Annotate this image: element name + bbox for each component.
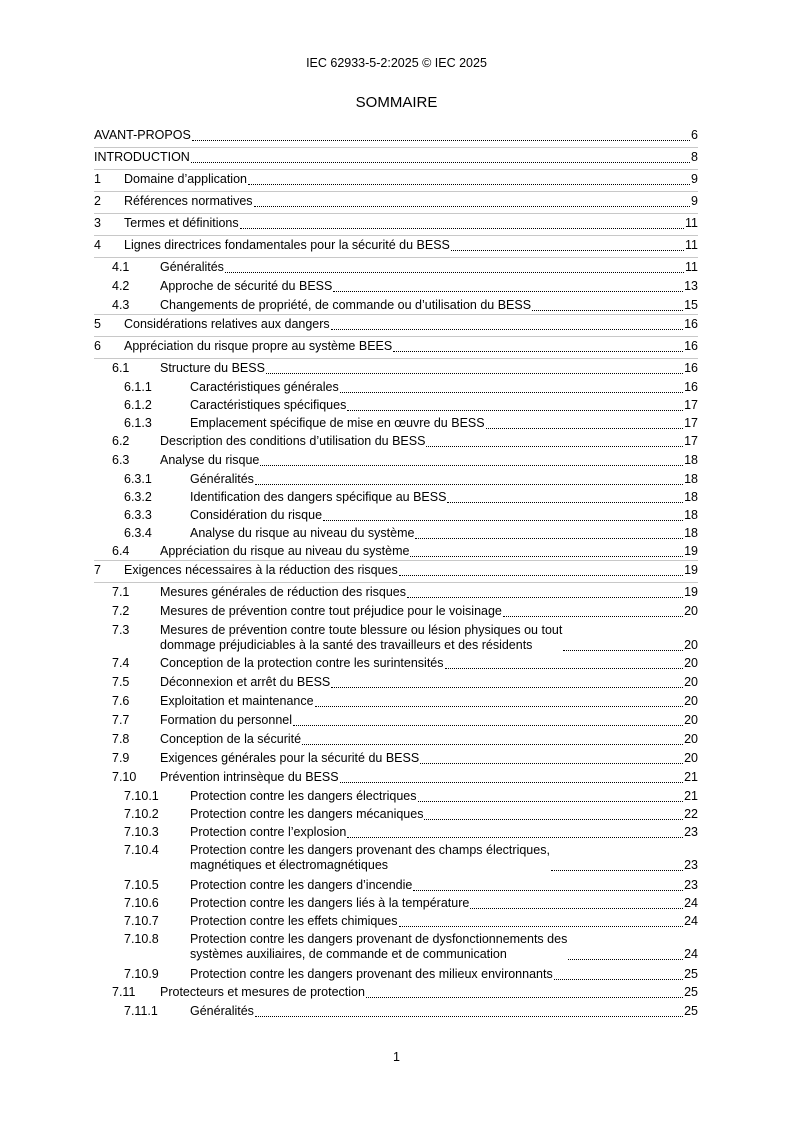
toc-entry-content [160,713,698,728]
toc-entry-content [190,508,698,523]
toc-entry-page: 16 [684,339,698,353]
toc-entry-page: 17 [684,398,698,412]
toc-entry[interactable] [94,583,698,602]
toc-entry[interactable] [94,192,698,214]
toc-entry[interactable] [94,258,698,277]
toc-entry-page: 16 [684,361,698,375]
toc-entry-number: 7.6 [112,694,130,708]
toc-entry-number: 6.3.1 [124,472,152,486]
toc-dot-leader [399,914,684,927]
toc-entry-content [160,623,698,653]
toc-entry-content [160,279,698,294]
toc-entry-title: Mesures de prévention contre tout préjudice pour le voisinage [160,604,502,618]
toc-entry-title: Protection contre les dangers électriques [190,789,417,803]
toc-dot-leader [486,416,684,429]
toc-dot-leader [445,656,684,669]
toc-entry-title: Déconnexion et arrêt du BESS [160,675,331,689]
toc-entry-page: 23 [684,878,698,892]
toc-entry-content [160,751,698,766]
toc-entry-content [190,914,698,929]
toc-entry[interactable] [94,621,698,654]
toc-dot-leader [302,732,683,745]
toc-entry-content [160,544,698,559]
toc-dot-leader [532,298,683,311]
toc-entry-number: 7.10.8 [124,932,159,946]
toc-entry-title: Caractéristiques spécifiques [190,398,347,412]
page-number: 1 [393,1050,400,1064]
toc-entry-page: 24 [684,947,698,961]
toc-entry-content [160,604,698,619]
toc-entry-title: Considération du risque [190,508,323,522]
toc-entry-number: 7.4 [112,656,130,670]
toc-entry[interactable] [94,805,698,823]
toc-entry-title: Protection contre l’explosion [190,825,347,839]
toc-entry-title: Protection contre les dangers provenant des champs électriques, magnétiques et électromagnétiques [190,843,550,872]
toc-entry-title: Conception de la sécurité [160,732,302,746]
toc-entry-number: 7.2 [112,604,130,618]
toc-entry-title: Protection contre les dangers d’incendie [190,878,413,892]
toc-dot-leader [563,638,683,651]
toc-entry[interactable] [94,711,698,730]
toc-entry[interactable] [94,296,698,315]
toc-dot-leader [333,279,683,292]
toc-entry-number: 4 [94,238,101,252]
toc-dot-leader [225,260,684,273]
toc-dot-leader [426,434,683,447]
toc-entry-number: 6.2 [112,434,130,448]
toc-entry-title: INTRODUCTION [94,150,190,164]
toc-dot-leader [331,317,683,330]
toc-entry-title: Appréciation du risque propre au système BEES [124,339,393,353]
toc-dot-leader [451,238,684,251]
toc-dot-leader [240,216,684,229]
toc-entry-page: 18 [684,472,698,486]
toc-entry-title: Protection contre les dangers provenant des milieux environnants [190,967,553,981]
toc-dot-leader [447,490,683,503]
toc-entry-content [124,317,698,332]
toc-dot-leader [424,807,683,820]
toc-entry-number: 7.10.4 [124,843,159,857]
toc-entry-title: Généralités [190,472,254,486]
toc-entry[interactable] [94,506,698,524]
toc-entry-page: 25 [684,967,698,981]
toc-entry-content [124,216,698,231]
toc-entry-page: 24 [684,896,698,910]
toc-entry[interactable] [94,561,698,583]
toc-entry-content [160,260,698,275]
toc-entry-page: 19 [684,585,698,599]
toc-entry-page: 20 [684,656,698,670]
toc-entry-title: Appréciation du risque au niveau du système [160,544,410,558]
toc-entry-content [160,361,698,376]
toc-entry-page: 17 [684,416,698,430]
toc-entry-number: 7.11 [112,985,136,999]
toc-entry-number: 6.3.3 [124,508,152,522]
toc-entry[interactable] [94,749,698,768]
toc-dot-leader [366,985,683,998]
toc-entry[interactable] [94,277,698,296]
toc-entry[interactable] [94,787,698,805]
toc-entry-content [160,985,698,1000]
toc-entry-content [190,490,698,505]
toc-entry-content [124,563,698,578]
toc-entry[interactable] [94,602,698,621]
toc-entry-content [190,472,698,487]
toc-entry[interactable] [94,359,698,378]
toc-entry-title: Prévention intrinsèque du BESS [160,770,339,784]
toc-entry[interactable] [94,414,698,432]
toc-entry-content [124,172,698,187]
toc-entry-number: 7.10.1 [124,789,159,803]
toc-entry[interactable] [94,841,698,876]
toc-entry-number: 7.10 [112,770,137,784]
toc-entry[interactable] [94,315,698,337]
toc-entry-number: 6.3.2 [124,490,152,504]
toc-entry-number: 7.10.2 [124,807,159,821]
toc-entry-page: 11 [685,260,698,274]
toc-entry-title: Généralités [190,1004,254,1018]
toc-entry-content [160,675,698,690]
toc-entry-page: 20 [684,604,698,618]
toc-entry[interactable] [94,236,698,258]
toc-dot-leader [413,878,683,891]
toc-entry-content [190,1004,698,1019]
toc-entry-content [190,825,698,840]
toc-entry-title: Analyse du risque [160,453,260,467]
toc-entry-content [160,434,698,449]
toc-entry-number: 4.2 [112,279,130,293]
toc-entry-title: Formation du personnel [160,713,293,727]
toc-dot-leader [340,380,683,393]
toc-entry-number: 7.8 [112,732,130,746]
toc-entry-page: 23 [684,825,698,839]
toc-entry[interactable] [94,524,698,542]
toc-entry-page: 9 [691,194,698,208]
toc-entry-title: Protection contre les dangers mécaniques [190,807,424,821]
toc-entry-page: 19 [684,563,698,577]
toc-dot-leader [323,508,683,521]
toc-entry-page: 18 [684,508,698,522]
toc-heading: SOMMAIRE [355,94,438,111]
toc-entry[interactable] [94,912,698,930]
toc-entry-title: Description des conditions d’utilisation du BESS [160,434,426,448]
toc-entry[interactable] [94,396,698,414]
toc-entry-title: Lignes directrices fondamentales pour la sécurité du BESS [124,238,450,252]
toc-entry-number: 4.3 [112,298,130,312]
toc-entry-number: 5 [94,317,101,331]
toc-entry-number: 7 [94,563,101,577]
toc-entry-page: 20 [684,638,698,652]
toc-entry-content [124,238,698,253]
document-header: IEC 62933-5-2:2025 © IEC 2025 [306,56,487,70]
toc-entry-number: 7.11.1 [124,1004,158,1018]
toc-entry-page: 20 [684,713,698,727]
toc-entry-content [190,967,698,982]
toc-dot-leader [554,967,683,980]
toc-entry-page: 20 [684,751,698,765]
toc-entry-content [190,789,698,804]
toc-dot-leader [347,825,683,838]
toc-entry-number: 6.1.2 [124,398,152,412]
toc-entry[interactable] [94,692,698,711]
toc-dot-leader [347,398,683,411]
toc-entry[interactable] [94,542,698,561]
toc-dot-leader [393,339,683,352]
toc-entry[interactable] [94,214,698,236]
toc-entry-page: 21 [684,789,698,803]
toc-dot-leader [470,896,683,909]
toc-entry-page: 18 [684,490,698,504]
toc-entry-content [160,656,698,671]
toc-entry-content [160,585,698,600]
toc-entry[interactable] [94,823,698,841]
toc-entry-content [94,150,698,165]
toc-entry-number: 6.3.4 [124,526,152,540]
toc-entry-content [190,380,698,395]
toc-entry-title: AVANT-PROPOS [94,128,191,142]
toc-entry-page: 20 [684,675,698,689]
toc-entry-title: Protection contre les dangers liés à la température [190,896,470,910]
toc-entry-title: Références normatives [124,194,253,208]
toc-entry-page: 8 [691,150,698,164]
toc-entry-page: 20 [684,694,698,708]
toc-entry-number: 6.1 [112,361,130,375]
toc-entry-page: 13 [684,279,698,293]
toc-entry[interactable] [94,148,698,170]
toc-entry-title: Conception de la protection contre les surintensités [160,656,444,670]
toc-entry[interactable] [94,654,698,673]
toc-entry-number: 7.1 [112,585,130,599]
toc-entry-page: 20 [684,732,698,746]
toc-dot-leader [248,172,690,185]
toc-entry-title: Protection contre les dangers provenant de dysfonctionnements des systèmes auxiliaires, de commande et de communication [190,932,568,961]
toc-entry[interactable] [94,126,698,148]
toc-entry-title: Protecteurs et mesures de protection [160,985,365,999]
toc-entry-title: Caractéristiques générales [190,380,339,394]
toc-entry-number: 6.4 [112,544,130,558]
toc-dot-leader [503,604,683,617]
toc-entry-number: 6.1.1 [124,380,152,394]
toc-dot-leader [399,563,683,576]
toc-entry-page: 19 [684,544,698,558]
toc-entry-content [160,453,698,468]
toc-entry-content [160,298,698,313]
toc-dot-leader [191,150,690,163]
toc-entry-number: 7.10.9 [124,967,159,981]
toc-entry[interactable] [94,983,698,1002]
toc-entry-title: Protection contre les effets chimiques [190,914,398,928]
toc-entry-title: Mesures de prévention contre toute blessure ou lésion physiques ou tout dommage préjudiciables à la santé des travailleurs et des résidents [160,623,563,652]
toc-dot-leader [410,544,683,557]
toc-entry[interactable] [94,730,698,749]
toc-entry-page: 22 [684,807,698,821]
toc-entry-number: 2 [94,194,101,208]
toc-entry-page: 9 [691,172,698,186]
toc-entry[interactable] [94,965,698,983]
toc-entry-content [190,843,698,873]
toc-entry-title: Termes et définitions [124,216,239,230]
toc-entry[interactable] [94,378,698,396]
toc-entry[interactable] [94,673,698,692]
toc-entry-page: 11 [685,216,698,230]
toc-entry-title: Exigences générales pour la sécurité du BESS [160,751,420,765]
toc-dot-leader [420,751,683,764]
toc-dot-leader [192,128,690,141]
toc-entry-number: 7.10.7 [124,914,159,928]
toc-entry-title: Changements de propriété, de commande ou d’utilisation du BESS [160,298,532,312]
toc-entry[interactable] [94,470,698,488]
toc-entry-content [190,932,698,962]
toc-entry-title: Domaine d’application [124,172,247,186]
toc-entry-number: 7.10.6 [124,896,159,910]
toc-entry-number: 3 [94,216,101,230]
toc-entry-title: Emplacement spécifique de mise en œuvre du BESS [190,416,485,430]
toc-entry[interactable] [94,432,698,451]
toc-entry-page: 23 [684,858,698,872]
toc-entry-number: 6.3 [112,453,130,467]
toc-entry-page: 18 [684,453,698,467]
toc-entry-number: 7.3 [112,623,130,637]
toc-dot-leader [418,789,684,802]
toc-entry-number: 6 [94,339,101,353]
toc-entry-number: 7.7 [112,713,130,727]
toc-entry[interactable] [94,451,698,470]
toc-entry-title: Approche de sécurité du BESS [160,279,333,293]
toc-entry[interactable] [94,930,698,965]
toc-entry-page: 16 [684,317,698,331]
toc-dot-leader [255,1004,683,1017]
toc-entry-number: 6.1.3 [124,416,152,430]
toc-entry-page: 21 [684,770,698,784]
toc-entry-title: Identification des dangers spécifique au BESS [190,490,447,504]
toc-entry-content [124,194,698,209]
toc-entry-content [160,770,698,785]
table-of-contents [94,126,698,1020]
toc-dot-leader [415,526,683,539]
toc-dot-leader [407,585,683,598]
toc-entry-page: 11 [685,238,698,252]
toc-entry[interactable] [94,170,698,192]
toc-entry-content [190,896,698,911]
toc-dot-leader [255,472,683,485]
toc-entry-title: Mesures générales de réduction des risques [160,585,406,599]
toc-entry-title: Généralités [160,260,224,274]
toc-entry-number: 7.9 [112,751,130,765]
toc-dot-leader [293,713,683,726]
toc-dot-leader [254,194,691,207]
toc-entry-number: 7.10.3 [124,825,159,839]
toc-entry-page: 25 [684,985,698,999]
toc-entry-page: 18 [684,526,698,540]
toc-entry-page: 25 [684,1004,698,1018]
toc-dot-leader [266,361,683,374]
toc-entry-title: Structure du BESS [160,361,265,375]
toc-entry-title: Exigences nécessaires à la réduction des risques [124,563,398,577]
toc-entry-page: 24 [684,914,698,928]
toc-entry[interactable] [94,894,698,912]
toc-dot-leader [568,947,683,960]
toc-entry-page: 15 [684,298,698,312]
toc-entry-number: 1 [94,172,101,186]
toc-entry-content [94,128,698,143]
toc-entry-page: 17 [684,434,698,448]
toc-entry-number: 4.1 [112,260,130,274]
toc-entry-page: 6 [691,128,698,142]
toc-entry-content [190,878,698,893]
toc-entry-content [190,398,698,413]
toc-dot-leader [331,675,683,688]
toc-entry-content [190,416,698,431]
toc-dot-leader [551,858,683,871]
toc-entry-page: 16 [684,380,698,394]
toc-entry-number: 7.10.5 [124,878,159,892]
toc-entry-content [124,339,698,354]
toc-entry-content [160,694,698,709]
toc-entry-title: Exploitation et maintenance [160,694,314,708]
toc-entry[interactable] [94,876,698,894]
toc-entry-title: Considérations relatives aux dangers [124,317,330,331]
toc-entry-content [190,807,698,822]
toc-entry-content [190,526,698,541]
toc-dot-leader [340,770,684,783]
toc-entry-number: 7.5 [112,675,130,689]
toc-dot-leader [315,694,684,707]
toc-dot-leader [260,453,683,466]
toc-entry[interactable] [94,488,698,506]
toc-entry-content [160,732,698,747]
toc-entry[interactable] [94,768,698,787]
toc-entry[interactable] [94,337,698,359]
toc-entry-title: Analyse du risque au niveau du système [190,526,415,540]
toc-entry[interactable] [94,1002,698,1020]
